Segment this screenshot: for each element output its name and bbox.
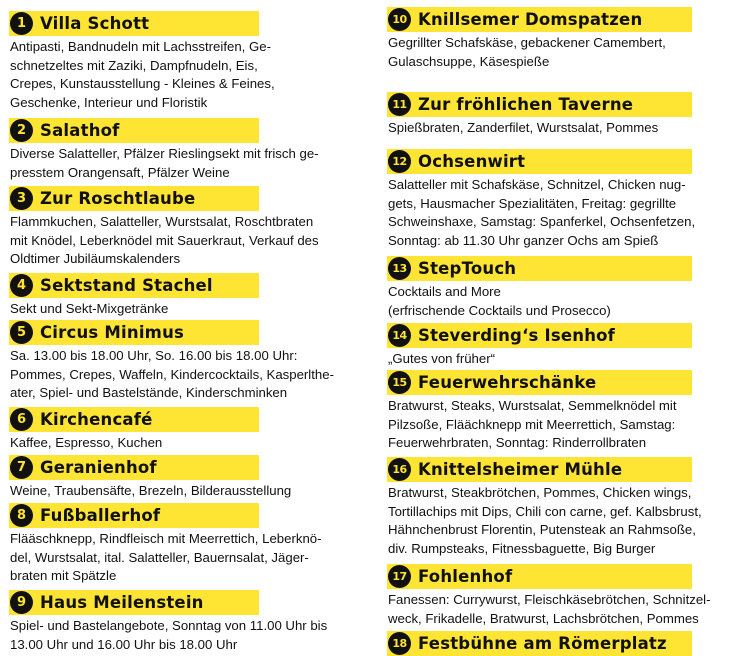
entry-16: [387, 457, 702, 558]
entry-description: Flääschknepp, Rindfleisch mit Meerrettich, Leberknö- del, Wurstsalat, ital. Salatteller, Bauernsalat, Jäger- braten mit Spätzle: [10, 531, 322, 584]
entry-14: [387, 323, 616, 369]
number-badge: 17: [388, 565, 411, 588]
entry-title: Haus Meilenstein: [40, 593, 204, 612]
number-badge: 5: [10, 321, 33, 344]
entry-title: Festbühne am Römerplatz: [418, 634, 667, 653]
entry-description: Gegrillter Schafskäse, gebackener Camembert, Gulaschsuppe, Käsespieße: [388, 35, 666, 69]
entry-title: Geranienhof: [40, 458, 157, 477]
entry-description: „Gutes von früher“: [388, 351, 496, 366]
entry-10: [387, 7, 666, 71]
entry-title: Knillsemer Domspatzen: [418, 10, 643, 29]
number-badge: 18: [388, 632, 411, 655]
entry-12: [387, 149, 695, 250]
entry-description: Antipasti, Bandnudeln mit Lachsstreifen, Ge- schnetzeltes mit Zaziki, Dampfnudeln, Eis, Crepes, Kunstausstellung - Kleines & Feines, Geschenke, Interieur und Floristik: [10, 39, 275, 110]
entry-title: Kirchencafé: [40, 410, 153, 429]
entry-description: Kaffee, Espresso, Kuchen: [10, 435, 163, 450]
entry-8: [9, 503, 322, 586]
number-badge: 15: [388, 371, 411, 394]
entry-description: Salatteller mit Schafskäse, Schnitzel, Chicken nug- gets, Hausmacher Spezialitäten, Freitag: gegrillte Schweinshaxe, Samstag: Spanferkel, Ochsenfetzen, Sonntag: ab 11.30 Uhr ganzer Ochs am Spieß: [388, 177, 696, 248]
number-badge: 7: [10, 456, 33, 479]
entry-17: [387, 564, 711, 628]
entry-title: Zur Roschtlaube: [40, 189, 196, 208]
entry-description: Flammkuchen, Salatteller, Wurstsalat, Roschtbraten mit Knödel, Leberknödel mit Sauerkraut, Verkauf des Oldtimer Jubiläumskalenders: [10, 214, 319, 267]
entry-description: Weine, Traubensäfte, Brezeln, Bilderausstellung: [10, 483, 292, 498]
number-badge: 4: [10, 274, 33, 297]
number-badge: 3: [10, 187, 33, 210]
entry-title: Knittelsheimer Mühle: [418, 460, 623, 479]
entry-description: Sa. 13.00 bis 18.00 Uhr, So. 16.00 bis 18.00 Uhr: Pommes, Crepes, Waffeln, Kindercocktails, Kasperlthe- ater, Spiel- und Bastelstände, Kinderschminken: [10, 348, 334, 401]
number-badge: 1: [10, 12, 33, 35]
entry-9: [9, 590, 327, 654]
entry-title: StepTouch: [418, 259, 517, 278]
number-badge: 9: [10, 591, 33, 614]
number-badge: 8: [10, 504, 33, 527]
entry-title: Feuerwehrschänke: [418, 373, 597, 392]
number-badge: 6: [10, 408, 33, 431]
entry-4: [9, 273, 213, 319]
number-badge: 16: [388, 458, 411, 481]
entry-description: Sekt und Sekt-Mixgetränke: [10, 301, 169, 316]
entry-description: Bratwurst, Steakbrötchen, Pommes, Chicken wings, Tortillachips mit Dips, Chili con carne, gef. Kalbsbrust, Hähnchenbrust Florentin, Putensteak an Rahmsoße, div. Rumpsteaks, Fitnessbaguette, Big Burger: [388, 485, 702, 556]
number-badge: 2: [10, 119, 33, 142]
entry-7: [9, 455, 291, 501]
entry-description: Cocktails and More (erfrischende Cocktails und Prosecco): [388, 284, 611, 318]
number-badge: 13: [388, 257, 411, 280]
entry-title: Ochsenwirt: [418, 152, 526, 171]
entry-description: Bratwurst, Steaks, Wurstsalat, Semmelknödel mit Pilzsoße, Fläächknepp mit Meerrettich, Samstag: Feuerwehrbraten, Sonntag: Rinderrollbraten: [388, 398, 677, 451]
entry-title: Fohlenhof: [418, 567, 513, 586]
entry-title: Circus Minimus: [40, 323, 185, 342]
entry-11: [387, 92, 658, 138]
entry-description: Spiel- und Bastelangebote, Sonntag von 11.00 Uhr bis 13.00 Uhr und 16.00 Uhr bis 18.00 Uhr: [10, 618, 328, 652]
entry-1: [9, 11, 275, 112]
entry-title: Villa Schott: [40, 14, 150, 33]
entry-13: [387, 256, 611, 320]
entry-15: [387, 370, 677, 453]
entry-3: [9, 186, 319, 269]
entry-6: [9, 407, 162, 453]
entry-title: Fußballerhof: [40, 506, 161, 525]
entry-title: Sektstand Stachel: [40, 276, 213, 295]
entry-description: Spießbraten, Zanderfilet, Wurstsalat, Pommes: [388, 120, 659, 135]
number-badge: 14: [388, 324, 411, 347]
entry-description: Diverse Salatteller, Pfälzer Rieslingsekt mit frisch ge- presstem Orangensaft, Pfälzer Weine: [10, 146, 319, 180]
number-badge: 10: [388, 8, 411, 31]
entry-title: Steverding‘s Isenhof: [418, 326, 616, 345]
entry-title: Zur fröhlichen Taverne: [418, 95, 634, 114]
entry-title: Salathof: [40, 121, 120, 140]
number-badge: 12: [388, 150, 411, 173]
entry-description: Fanessen: Currywurst, Fleischkäsebrötchen, Schnitzel- weck, Frikadelle, Bratwurst, Lachsbrötchen, Pommes: [388, 592, 711, 626]
entry-5: [9, 320, 334, 403]
entry-2: [9, 118, 319, 182]
number-badge: 11: [388, 93, 411, 116]
